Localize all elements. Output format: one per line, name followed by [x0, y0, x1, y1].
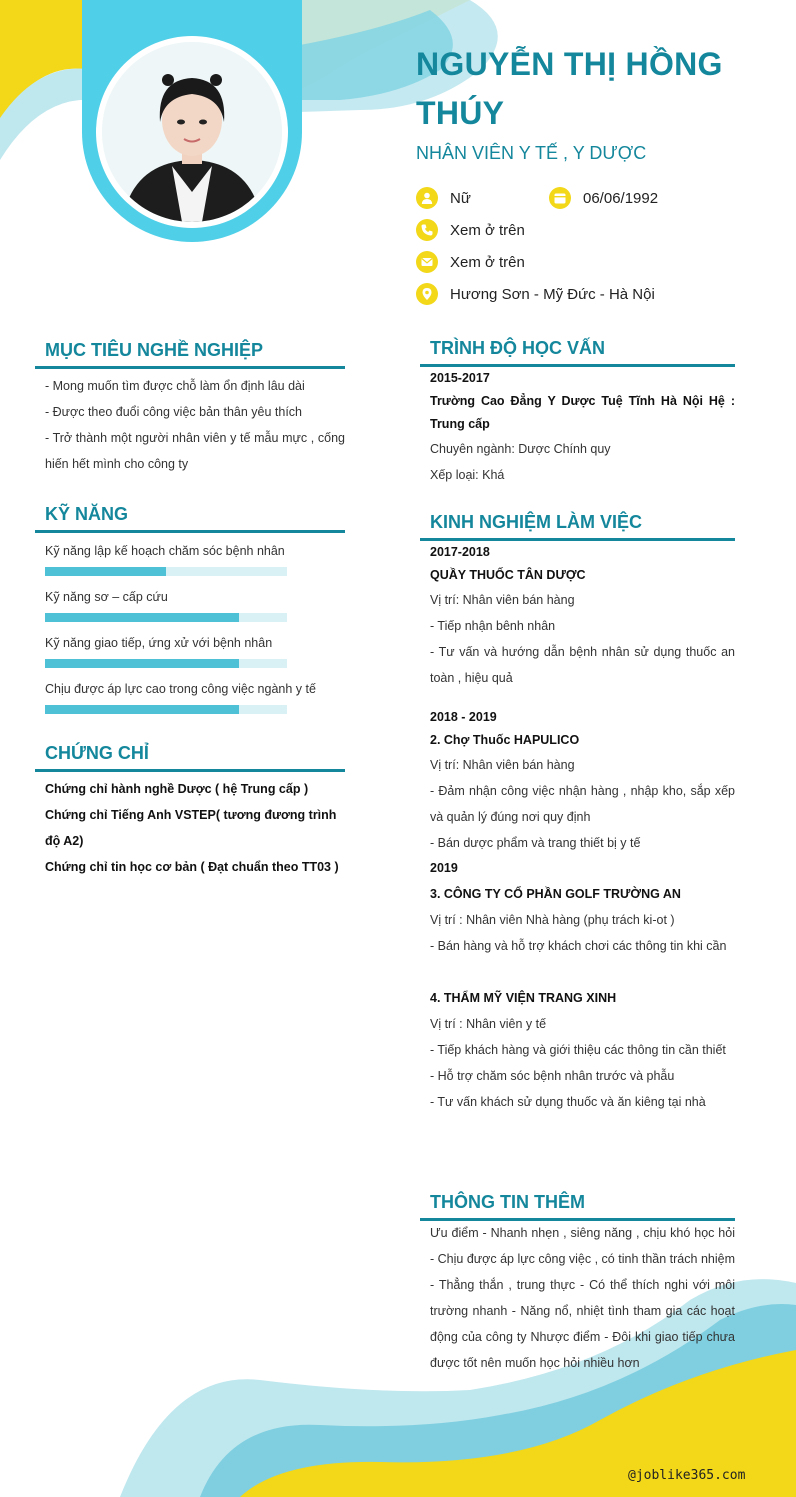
objective-divider [35, 366, 345, 369]
job-company: 3. CÔNG TY CỔ PHẦN GOLF TRƯỜNG AN [430, 887, 681, 901]
skills-title: KỸ NĂNG [45, 504, 129, 524]
experience-title: KINH NGHIỆM LÀM VIỆC [430, 512, 643, 532]
experience-job [430, 541, 735, 691]
additional-info-title: THÔNG TIN THÊM [430, 1192, 585, 1212]
job-line: - Tư vấn khách sử dụng thuốc và ăn kiêng tại nhà [430, 1095, 706, 1109]
job-company: 4. THẨM MỸ VIỆN TRANG XINH [430, 991, 617, 1005]
skill-bar-fill [45, 567, 166, 576]
phone-value: Xem ở trên [450, 221, 525, 239]
job-company: 2. Chợ Thuốc HAPULICO [430, 733, 580, 747]
objective-line: - Được theo đuổi công việc bản thân yêu thích [45, 405, 302, 419]
birthday-row [549, 187, 658, 209]
job-line: Vị trí: Nhân viên bán hàng [430, 758, 575, 772]
skill-item [45, 681, 345, 714]
skill-bar [45, 613, 287, 622]
job-line: Vị trí : Nhân viên Nhà hàng (phụ trách ki-ot ) [430, 913, 675, 927]
job-line: - Đảm nhận công việc nhận hàng , nhập kho, sắp xếp và quản lý đúng nơi quy định [430, 784, 735, 824]
job-period: 2019 [430, 861, 458, 875]
job-line: - Tiếp nhận bênh nhân [430, 619, 556, 633]
skill-item [45, 635, 345, 668]
additional-info-text: Ưu điểm - Nhanh nhẹn , siêng năng , chịu khó học hỏi - Chịu được áp lực công việc , có tinh thần trách nhiệm - Thẳng thắn , trung thực - Có thể thích nghi với môi trường nhanh - Năng nổ, nhiệt tình tham gia các hoạt động của công ty Nhược điểm - Đôi khi giao tiếp chưa được tốt nên muốn học hỏi nhiều hơn [430, 1226, 735, 1370]
job-title: NHÂN VIÊN Y TẾ , Y DƯỢC [416, 143, 647, 163]
skill-item [45, 589, 345, 622]
skill-label: Kỹ năng lập kế hoạch chăm sóc bệnh nhân [45, 544, 285, 558]
job-line: - Bán dược phẩm và trang thiết bị y tế [430, 836, 641, 850]
skills-divider [35, 530, 345, 533]
education-block [430, 367, 735, 488]
skill-bar-fill [45, 705, 239, 714]
objective-line: - Trở thành một người nhân viên y tế mẫu mực , cống hiến hết mình cho công ty [45, 431, 345, 471]
job-line: - Tiếp khách hàng và giới thiệu các thông tin cần thiết [430, 1043, 726, 1057]
skill-item [45, 543, 345, 576]
education-period: 2015-2017 [430, 371, 490, 385]
job-line: - Hỗ trợ chăm sóc bệnh nhân trước và phẫu [430, 1069, 675, 1083]
certificate-item: Chứng chỉ hành nghề Dược ( hệ Trung cấp ) [45, 782, 309, 796]
phone-icon [416, 219, 438, 241]
job-line: Vị trí : Nhân viên y tế [430, 1017, 547, 1031]
skill-bar-fill [45, 613, 239, 622]
skill-bar [45, 567, 287, 576]
certificate-item: Chứng chỉ tin học cơ bản ( Đạt chuẩn theo TT03 ) [45, 860, 339, 874]
email-value: Xem ở trên [450, 253, 525, 271]
job-period: 2018 - 2019 [430, 710, 497, 724]
certificates-divider [35, 769, 345, 772]
gender-row [416, 187, 471, 209]
education-major: Chuyên ngành: Dược Chính quy [430, 442, 611, 456]
objective-line: - Mong muốn tìm được chỗ làm ổn định lâu dài [45, 379, 305, 393]
mail-icon [416, 251, 438, 273]
education-rank: Xếp loại: Khá [430, 468, 505, 482]
job-line: Vị trí: Nhân viên bán hàng [430, 593, 575, 607]
email-row [416, 251, 525, 273]
phone-row [416, 219, 525, 241]
job-period: 2017-2018 [430, 545, 490, 559]
profile-photo [96, 36, 288, 228]
skill-label: Kỹ năng giao tiếp, ứng xử với bệnh nhân [45, 636, 273, 650]
skill-label: Kỹ năng sơ – cấp cứu [45, 590, 168, 604]
calendar-icon [549, 187, 571, 209]
address-value: Hương Sơn - Mỹ Đức - Hà Nội [450, 285, 655, 303]
certificates-title: CHỨNG CHỈ [45, 743, 149, 763]
skill-bar [45, 659, 287, 668]
certificate-item: Chứng chỉ Tiếng Anh VSTEP( tương đương trình độ A2) [45, 808, 337, 848]
experience-job [430, 706, 735, 856]
objective-text [45, 373, 345, 477]
skill-bar [45, 705, 287, 714]
skill-label: Chịu được áp lực cao trong công việc ngành y tế [45, 682, 316, 696]
candidate-name: NGUYỄN THỊ HỒNG THÚY [416, 46, 723, 131]
job-line: - Tư vấn và hướng dẫn bệnh nhân sử dụng thuốc an toàn , hiệu quả [430, 645, 735, 685]
person-portrait-icon [102, 42, 282, 222]
user-icon [416, 187, 438, 209]
certificates-list [45, 776, 345, 880]
birthday-value: 06/06/1992 [583, 189, 659, 207]
objective-title: MỤC TIÊU NGHỀ NGHIỆP [45, 340, 264, 360]
education-school: Trường Cao Đẳng Y Dược Tuệ Tĩnh Hà Nội Hệ : Trung cấp [430, 394, 735, 431]
experience-job [430, 855, 735, 959]
skill-bar-fill [45, 659, 239, 668]
gender-value: Nữ [450, 189, 471, 207]
watermark: @joblike365.com [628, 1468, 746, 1483]
job-company: QUẦY THUỐC TÂN DƯỢC [430, 568, 586, 582]
address-row [416, 283, 655, 305]
job-line: - Bán hàng và hỗ trợ khách chơi các thông tin khi cần [430, 939, 727, 953]
education-title: TRÌNH ĐỘ HỌC VẤN [430, 338, 605, 358]
experience-job [430, 985, 735, 1115]
location-pin-icon [416, 283, 438, 305]
